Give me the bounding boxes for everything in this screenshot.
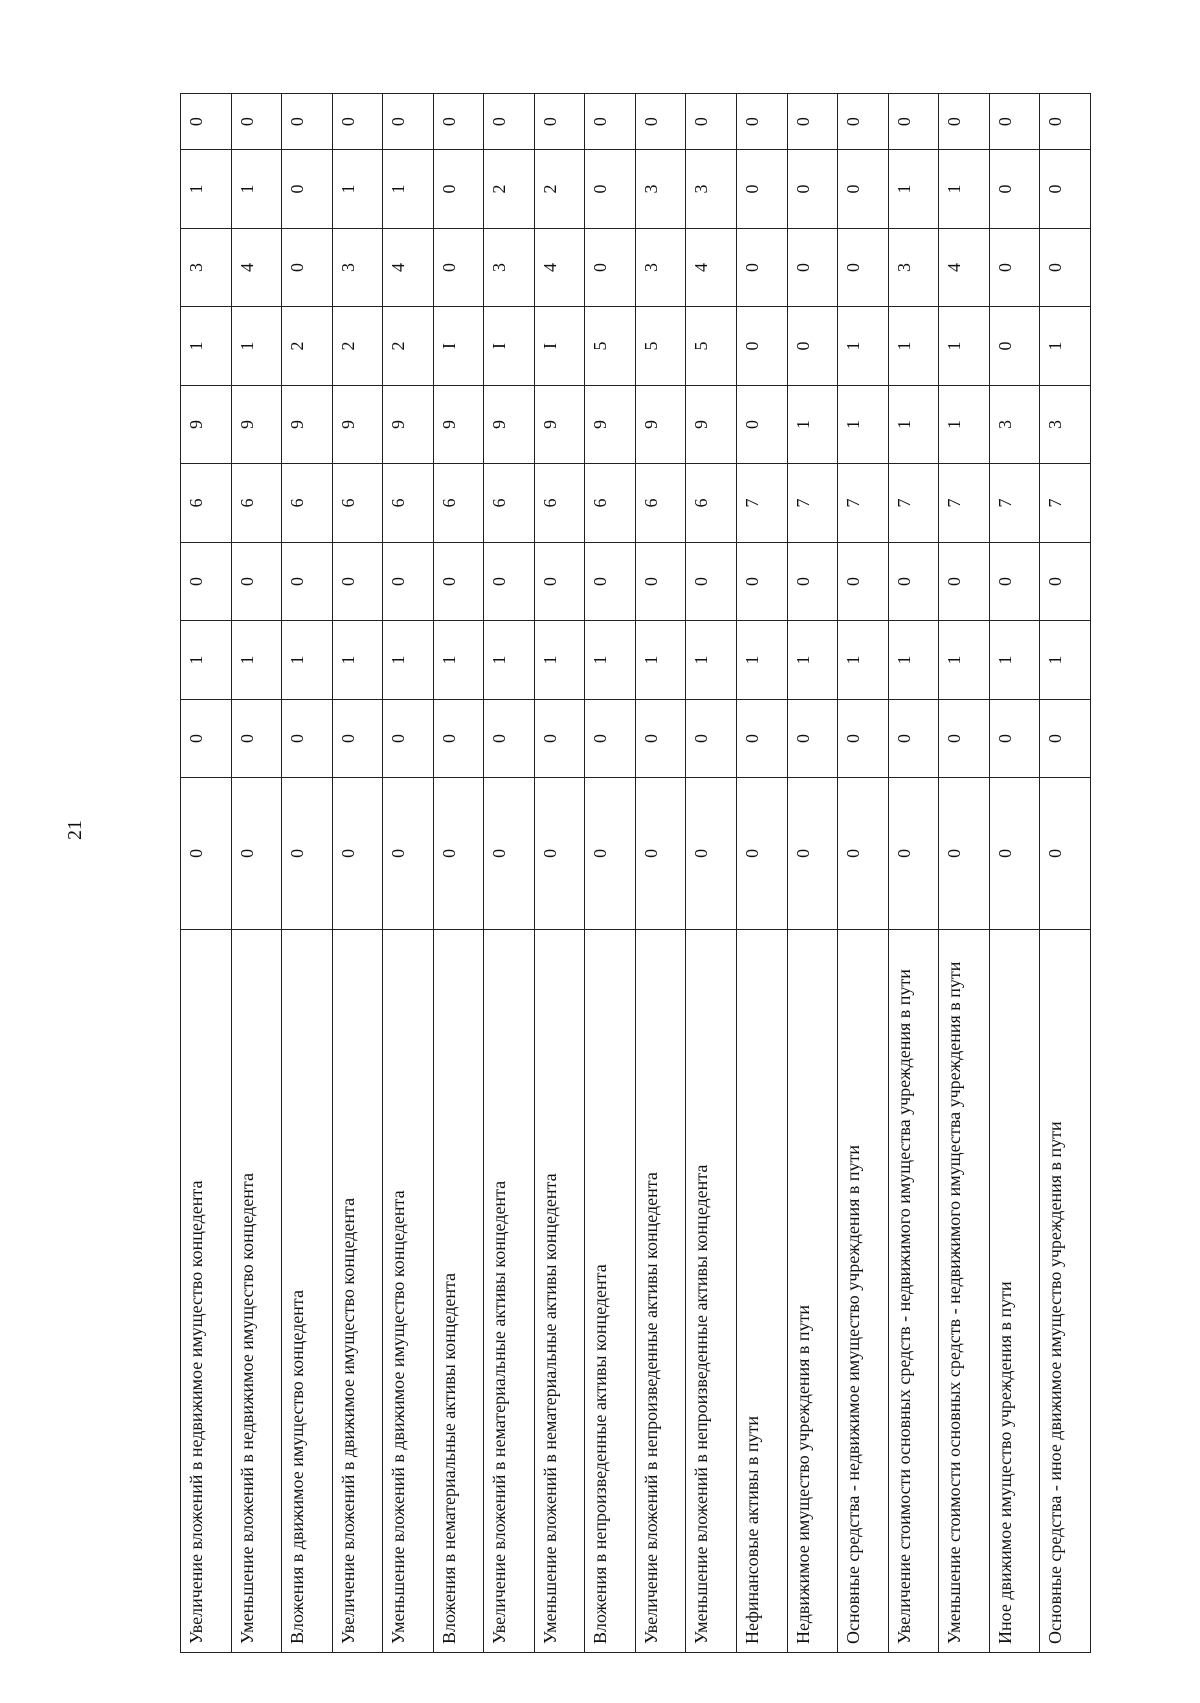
code-digit-cell: 0 bbox=[1040, 150, 1091, 229]
code-digit-cell: 6 bbox=[585, 464, 636, 543]
table-row bbox=[332, 94, 383, 1653]
code-digit-cell: 1 bbox=[939, 150, 990, 229]
code-digit-cell: 1 bbox=[888, 385, 939, 464]
code-digit-cell: 0 bbox=[1040, 699, 1091, 778]
code-digit-cell: 1 bbox=[838, 307, 889, 386]
code-digit-cell: 1 bbox=[534, 621, 585, 700]
table-row bbox=[1040, 94, 1091, 1653]
code-digit-cell: 6 bbox=[383, 464, 434, 543]
code-digit-cell: 9 bbox=[686, 385, 737, 464]
code-digit-cell: 0 bbox=[1040, 542, 1091, 621]
table-row bbox=[484, 94, 535, 1653]
account-name-cell: Основные средства - иное движимое имущество учреждения в пути bbox=[1040, 929, 1091, 1652]
code-digit-cell: 0 bbox=[282, 150, 333, 229]
code-digit-cell: 1 bbox=[282, 621, 333, 700]
code-digit-cell: 0 bbox=[332, 94, 383, 150]
code-digit-cell: 0 bbox=[737, 307, 788, 386]
code-digit-cell: 0 bbox=[635, 778, 686, 929]
code-digit-cell: 9 bbox=[484, 385, 535, 464]
code-digit-cell: 0 bbox=[635, 94, 686, 150]
code-digit-cell: 0 bbox=[686, 699, 737, 778]
account-name-cell: Вложения в движимое имущество концедента bbox=[282, 929, 333, 1652]
code-digit-cell: 0 bbox=[433, 94, 484, 150]
code-digit-cell: 0 bbox=[787, 94, 838, 150]
code-digit-cell: 1 bbox=[888, 621, 939, 700]
code-digit-cell: 0 bbox=[282, 542, 333, 621]
code-digit-cell: 0 bbox=[888, 699, 939, 778]
code-digit-cell: 0 bbox=[686, 778, 737, 929]
code-digit-cell: 0 bbox=[787, 778, 838, 929]
accounts-table bbox=[180, 93, 1091, 1653]
code-digit-cell: 1 bbox=[635, 621, 686, 700]
code-digit-cell: 7 bbox=[989, 464, 1040, 543]
code-digit-cell: 2 bbox=[484, 150, 535, 229]
code-digit-cell: 7 bbox=[838, 464, 889, 543]
account-name-cell: Вложения в непроизведенные активы концедента bbox=[585, 929, 636, 1652]
code-digit-cell: 1 bbox=[939, 307, 990, 386]
code-digit-cell: 9 bbox=[585, 385, 636, 464]
account-name-cell: Нефинансовые активы в пути bbox=[737, 929, 788, 1652]
code-digit-cell: 6 bbox=[686, 464, 737, 543]
code-digit-cell: 0 bbox=[787, 699, 838, 778]
code-digit-cell: 0 bbox=[433, 228, 484, 307]
code-digit-cell: 1 bbox=[383, 150, 434, 229]
code-digit-cell: 0 bbox=[332, 699, 383, 778]
code-digit-cell: 0 bbox=[939, 94, 990, 150]
code-digit-cell: 1 bbox=[838, 385, 889, 464]
code-digit-cell: 0 bbox=[534, 94, 585, 150]
code-digit-cell: 2 bbox=[534, 150, 585, 229]
code-digit-cell: 0 bbox=[635, 542, 686, 621]
code-digit-cell: 0 bbox=[989, 542, 1040, 621]
code-digit-cell: 0 bbox=[534, 699, 585, 778]
table-row bbox=[383, 94, 434, 1653]
code-digit-cell: 0 bbox=[686, 94, 737, 150]
code-digit-cell: 0 bbox=[939, 778, 990, 929]
code-digit-cell: 6 bbox=[332, 464, 383, 543]
code-digit-cell: 0 bbox=[888, 778, 939, 929]
code-digit-cell: 0 bbox=[838, 778, 889, 929]
code-digit-cell: 0 bbox=[383, 94, 434, 150]
code-digit-cell: 1 bbox=[332, 150, 383, 229]
code-digit-cell: 9 bbox=[635, 385, 686, 464]
code-digit-cell: 0 bbox=[332, 778, 383, 929]
code-digit-cell: 0 bbox=[433, 778, 484, 929]
code-digit-cell: 0 bbox=[888, 94, 939, 150]
code-digit-cell: 1 bbox=[838, 621, 889, 700]
account-name-cell: Основные средства - недвижимое имущество учреждения в пути bbox=[838, 929, 889, 1652]
account-name-cell: Увеличение стоимости основных средств - недвижимого имущества учреждения в пути bbox=[888, 929, 939, 1652]
code-digit-cell: 6 bbox=[635, 464, 686, 543]
account-name-cell: Уменьшение вложений в недвижимое имущество концедента bbox=[231, 929, 282, 1652]
code-digit-cell: 1 bbox=[231, 307, 282, 386]
code-digit-cell: 7 bbox=[888, 464, 939, 543]
code-digit-cell: 0 bbox=[737, 150, 788, 229]
code-digit-cell: 5 bbox=[635, 307, 686, 386]
code-digit-cell: 5 bbox=[686, 307, 737, 386]
account-name-cell: Уменьшение вложений в нематериальные активы концедента bbox=[534, 929, 585, 1652]
code-digit-cell: 1 bbox=[686, 621, 737, 700]
table-row bbox=[231, 94, 282, 1653]
code-digit-cell: 0 bbox=[737, 542, 788, 621]
code-digit-cell: 0 bbox=[181, 778, 232, 929]
code-digit-cell: 0 bbox=[989, 307, 1040, 386]
code-digit-cell: 0 bbox=[787, 228, 838, 307]
page-number: 21 bbox=[64, 820, 86, 840]
table-row bbox=[787, 94, 838, 1653]
code-digit-cell: 2 bbox=[332, 307, 383, 386]
code-digit-cell: 6 bbox=[534, 464, 585, 543]
table-row bbox=[635, 94, 686, 1653]
code-digit-cell: 0 bbox=[534, 778, 585, 929]
code-digit-cell: 6 bbox=[484, 464, 535, 543]
code-digit-cell: 3 bbox=[635, 150, 686, 229]
code-digit-cell: 0 bbox=[585, 699, 636, 778]
code-digit-cell: 0 bbox=[433, 542, 484, 621]
code-digit-cell: 1 bbox=[888, 150, 939, 229]
table-row bbox=[534, 94, 585, 1653]
account-name-cell: Увеличение вложений в нематериальные активы концедента bbox=[484, 929, 535, 1652]
code-digit-cell: 3 bbox=[332, 228, 383, 307]
code-digit-cell: I bbox=[433, 307, 484, 386]
code-digit-cell: 3 bbox=[1040, 385, 1091, 464]
code-digit-cell: 0 bbox=[838, 94, 889, 150]
code-digit-cell: 0 bbox=[838, 150, 889, 229]
table-row bbox=[585, 94, 636, 1653]
table-row bbox=[888, 94, 939, 1653]
code-digit-cell: 0 bbox=[231, 778, 282, 929]
account-name-cell: Уменьшение вложений в движимое имущество концедента bbox=[383, 929, 434, 1652]
account-name-cell: Увеличение вложений в недвижимое имущество концедента bbox=[181, 929, 232, 1652]
code-digit-cell: 7 bbox=[787, 464, 838, 543]
code-digit-cell: 4 bbox=[939, 228, 990, 307]
account-name-cell: Увеличение вложений в движимое имущество концедента bbox=[332, 929, 383, 1652]
code-digit-cell: 5 bbox=[585, 307, 636, 386]
code-digit-cell: 9 bbox=[332, 385, 383, 464]
code-digit-cell: 0 bbox=[888, 542, 939, 621]
code-digit-cell: 0 bbox=[181, 94, 232, 150]
code-digit-cell: 9 bbox=[383, 385, 434, 464]
table-row bbox=[838, 94, 889, 1653]
code-digit-cell: 0 bbox=[585, 94, 636, 150]
code-digit-cell: 3 bbox=[635, 228, 686, 307]
code-digit-cell: 0 bbox=[383, 699, 434, 778]
rotated-table-container bbox=[180, 93, 1091, 1653]
code-digit-cell: 1 bbox=[231, 621, 282, 700]
code-digit-cell: 0 bbox=[231, 699, 282, 778]
account-name-cell: Вложения в нематериальные активы концедента bbox=[433, 929, 484, 1652]
code-digit-cell: 1 bbox=[939, 385, 990, 464]
code-digit-cell: 7 bbox=[939, 464, 990, 543]
code-digit-cell: 0 bbox=[838, 542, 889, 621]
code-digit-cell: 3 bbox=[181, 228, 232, 307]
account-name-cell: Уменьшение вложений в непроизведенные активы концедента bbox=[686, 929, 737, 1652]
code-digit-cell: I bbox=[484, 307, 535, 386]
code-digit-cell: 1 bbox=[231, 150, 282, 229]
code-digit-cell: 0 bbox=[737, 385, 788, 464]
table-row bbox=[939, 94, 990, 1653]
code-digit-cell: 0 bbox=[838, 699, 889, 778]
code-digit-cell: 0 bbox=[383, 542, 434, 621]
table-row bbox=[282, 94, 333, 1653]
code-digit-cell: 0 bbox=[282, 699, 333, 778]
code-digit-cell: 0 bbox=[181, 699, 232, 778]
code-digit-cell: 1 bbox=[787, 385, 838, 464]
code-digit-cell: 0 bbox=[939, 542, 990, 621]
code-digit-cell: 0 bbox=[484, 94, 535, 150]
code-digit-cell: 0 bbox=[686, 542, 737, 621]
code-digit-cell: 1 bbox=[181, 150, 232, 229]
code-digit-cell: 9 bbox=[181, 385, 232, 464]
account-name-cell: Уменьшение стоимости основных средств - недвижимого имущества учреждения в пути bbox=[939, 929, 990, 1652]
code-digit-cell: 1 bbox=[181, 621, 232, 700]
code-digit-cell: 7 bbox=[1040, 464, 1091, 543]
code-digit-cell: 0 bbox=[181, 542, 232, 621]
code-digit-cell: 0 bbox=[939, 699, 990, 778]
account-name-cell: Недвижимое имущество учреждения в пути bbox=[787, 929, 838, 1652]
code-digit-cell: 0 bbox=[585, 150, 636, 229]
code-digit-cell: 9 bbox=[282, 385, 333, 464]
code-digit-cell: 0 bbox=[231, 94, 282, 150]
code-digit-cell: 0 bbox=[332, 542, 383, 621]
code-digit-cell: 3 bbox=[888, 228, 939, 307]
code-digit-cell: 1 bbox=[989, 621, 1040, 700]
code-digit-cell: 7 bbox=[737, 464, 788, 543]
code-digit-cell: 0 bbox=[989, 699, 1040, 778]
account-name-cell: Иное движимое имущество учреждения в пути bbox=[989, 929, 1040, 1652]
code-digit-cell: 0 bbox=[787, 542, 838, 621]
code-digit-cell: 0 bbox=[737, 228, 788, 307]
code-digit-cell: 0 bbox=[383, 778, 434, 929]
code-digit-cell: 0 bbox=[585, 542, 636, 621]
code-digit-cell: 0 bbox=[433, 150, 484, 229]
code-digit-cell: 1 bbox=[1040, 307, 1091, 386]
table-row bbox=[737, 94, 788, 1653]
code-digit-cell: I bbox=[534, 307, 585, 386]
code-digit-cell: 1 bbox=[787, 621, 838, 700]
code-digit-cell: 0 bbox=[635, 699, 686, 778]
code-digit-cell: 0 bbox=[737, 699, 788, 778]
code-digit-cell: 6 bbox=[282, 464, 333, 543]
code-digit-cell: 9 bbox=[231, 385, 282, 464]
code-digit-cell: 2 bbox=[282, 307, 333, 386]
code-digit-cell: 0 bbox=[787, 307, 838, 386]
code-digit-cell: 4 bbox=[686, 228, 737, 307]
code-digit-cell: 0 bbox=[484, 778, 535, 929]
code-digit-cell: 2 bbox=[383, 307, 434, 386]
code-digit-cell: 1 bbox=[332, 621, 383, 700]
code-digit-cell: 1 bbox=[585, 621, 636, 700]
table-row bbox=[181, 94, 232, 1653]
code-digit-cell: 0 bbox=[484, 699, 535, 778]
table-row bbox=[989, 94, 1040, 1653]
code-digit-cell: 1 bbox=[888, 307, 939, 386]
code-digit-cell: 0 bbox=[989, 228, 1040, 307]
code-digit-cell: 0 bbox=[433, 699, 484, 778]
code-digit-cell: 0 bbox=[282, 228, 333, 307]
code-digit-cell: 0 bbox=[1040, 228, 1091, 307]
table-body bbox=[181, 94, 1091, 1653]
table-row bbox=[433, 94, 484, 1653]
code-digit-cell: 0 bbox=[282, 778, 333, 929]
code-digit-cell: 4 bbox=[534, 228, 585, 307]
code-digit-cell: 9 bbox=[433, 385, 484, 464]
code-digit-cell: 0 bbox=[231, 542, 282, 621]
code-digit-cell: 3 bbox=[484, 228, 535, 307]
code-digit-cell: 3 bbox=[686, 150, 737, 229]
code-digit-cell: 0 bbox=[838, 228, 889, 307]
code-digit-cell: 1 bbox=[383, 621, 434, 700]
code-digit-cell: 0 bbox=[585, 778, 636, 929]
code-digit-cell: 0 bbox=[989, 94, 1040, 150]
account-name-cell: Увеличение вложений в непроизведенные активы концедента bbox=[635, 929, 686, 1652]
code-digit-cell: 1 bbox=[484, 621, 535, 700]
code-digit-cell: 0 bbox=[484, 542, 535, 621]
code-digit-cell: 1 bbox=[433, 621, 484, 700]
code-digit-cell: 0 bbox=[1040, 778, 1091, 929]
code-digit-cell: 0 bbox=[1040, 94, 1091, 150]
code-digit-cell: 0 bbox=[989, 778, 1040, 929]
code-digit-cell: 1 bbox=[939, 621, 990, 700]
code-digit-cell: 0 bbox=[737, 778, 788, 929]
code-digit-cell: 0 bbox=[989, 150, 1040, 229]
code-digit-cell: 3 bbox=[989, 385, 1040, 464]
code-digit-cell: 6 bbox=[231, 464, 282, 543]
code-digit-cell: 0 bbox=[585, 228, 636, 307]
code-digit-cell: 6 bbox=[433, 464, 484, 543]
code-digit-cell: 1 bbox=[181, 307, 232, 386]
code-digit-cell: 4 bbox=[231, 228, 282, 307]
code-digit-cell: 0 bbox=[282, 94, 333, 150]
code-digit-cell: 6 bbox=[181, 464, 232, 543]
code-digit-cell: 0 bbox=[737, 94, 788, 150]
code-digit-cell: 0 bbox=[787, 150, 838, 229]
code-digit-cell: 0 bbox=[534, 542, 585, 621]
code-digit-cell: 1 bbox=[1040, 621, 1091, 700]
table-row bbox=[686, 94, 737, 1653]
code-digit-cell: 9 bbox=[534, 385, 585, 464]
code-digit-cell: 4 bbox=[383, 228, 434, 307]
code-digit-cell: 1 bbox=[737, 621, 788, 700]
